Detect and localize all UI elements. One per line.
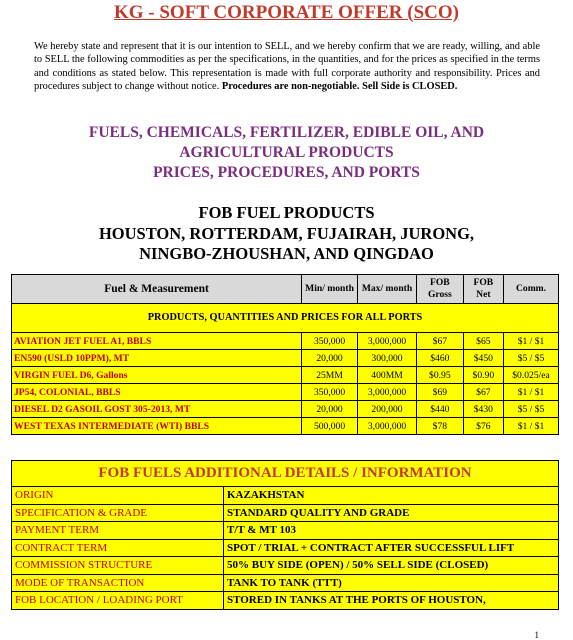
price-table-subheader: PRODUCTS, QUANTITIES AND PRICES FOR ALL PORTS — [12, 304, 559, 333]
max-cell: 3,000,000 — [358, 384, 417, 401]
net-cell: $0.90 — [463, 367, 503, 384]
fob-heading-line: HOUSTON, ROTTERDAM, FUJAIRAH, JURONG, — [98, 223, 475, 243]
fob-heading-line: FOB FUEL PRODUCTS — [198, 203, 375, 222]
table-row — [12, 418, 559, 435]
details-header-row — [12, 461, 559, 487]
max-cell: 200,000 — [358, 401, 417, 418]
detail-key: PAYMENT TERM — [12, 522, 224, 540]
max-cell: 3,000,000 — [358, 418, 417, 435]
net-cell: $430 — [463, 401, 503, 418]
details-table — [11, 460, 559, 610]
page-number: 1 — [534, 630, 539, 640]
products-heading-line: FUELS, CHEMICALS, FERTILIZER, EDIBLE OIL, AND — [88, 124, 485, 141]
min-cell: 20,000 — [302, 350, 358, 367]
gross-cell: $440 — [417, 401, 464, 418]
table-row — [12, 487, 559, 505]
page-title: KG - SOFT CORPORATE OFFER (SCO) — [113, 2, 459, 23]
header-comm: Comm. — [504, 275, 559, 304]
comm-cell: $1 / $1 — [504, 333, 559, 350]
products-heading — [0, 123, 573, 183]
table-row — [12, 384, 559, 401]
min-cell: 500,000 — [302, 418, 358, 435]
price-table-subheader-row — [12, 304, 559, 333]
net-cell: $450 — [463, 350, 503, 367]
gross-cell: $69 — [417, 384, 464, 401]
gross-cell: $460 — [417, 350, 464, 367]
header-fuel: Fuel & Measurement — [12, 275, 302, 304]
products-heading-line: PRICES, PROCEDURES, AND PORTS — [153, 164, 420, 181]
detail-key: FOB LOCATION / LOADING PORT — [12, 592, 224, 610]
gross-cell: $0.95 — [417, 367, 464, 384]
table-row — [12, 401, 559, 418]
table-row — [12, 574, 559, 592]
intro-bold-text: Procedures are non-negotiable. Sell Side is CLOSED. — [221, 80, 458, 92]
header-min: Min/ month — [302, 275, 358, 304]
header-gross: FOB Gross — [417, 275, 464, 304]
gross-cell: $78 — [417, 418, 464, 435]
comm-cell: $5 / $5 — [504, 401, 559, 418]
fob-heading — [0, 203, 573, 265]
gross-cell: $67 — [417, 333, 464, 350]
intro-text: We hereby state and represent that it is our intention to SELL, and we hereby confirm that we are ready, willing, and able to SELL the following commodities as per the specifications, in the quantities, and for the prices as specified in the terms and conditions as stated below. This representation is made with full corporate authority and responsibility. Prices and procedures subject to change without notice. — [34, 41, 540, 92]
detail-value: STANDARD QUALITY AND GRADE — [224, 504, 559, 522]
detail-key: SPECIFICATION & GRADE — [12, 504, 224, 522]
table-row — [12, 367, 559, 384]
fob-heading-line: NINGBO-ZHOUSHAN, AND QINGDAO — [139, 244, 434, 263]
detail-value: SPOT / TRIAL + CONTRACT AFTER SUCCESSFUL LIFT — [224, 539, 559, 557]
header-net: FOB Net — [463, 275, 503, 304]
detail-key: MODE OF TRANSACTION — [12, 574, 224, 592]
product-cell: WEST TEXAS INTERMEDIATE (WTI) BBLS — [12, 418, 302, 435]
product-cell: VIRGIN FUEL D6, Gallons — [12, 367, 302, 384]
details-heading: FOB FUELS ADDITIONAL DETAILS / INFORMATION — [12, 461, 559, 487]
min-cell: 350,000 — [302, 384, 358, 401]
detail-key: ORIGIN — [12, 487, 224, 505]
price-table-header-row — [12, 275, 559, 304]
table-row — [12, 592, 559, 610]
detail-key: COMMISSION STRUCTURE — [12, 557, 224, 575]
net-cell: $65 — [463, 333, 503, 350]
intro-paragraph — [34, 40, 540, 93]
min-cell: 25MM — [302, 367, 358, 384]
table-row — [12, 539, 559, 557]
product-cell: AVIATION JET FUEL A1, BBLS — [12, 333, 302, 350]
header-max: Max/ month — [358, 275, 417, 304]
detail-value: STORED IN TANKS AT THE PORTS OF HOUSTON, — [224, 592, 559, 610]
detail-value: T/T & MT 103 — [224, 522, 559, 540]
detail-value: 50% BUY SIDE (OPEN) / 50% SELL SIDE (CLOSED) — [224, 557, 559, 575]
product-cell: EN590 (USLD 10PPM), MT — [12, 350, 302, 367]
product-cell: DIESEL D2 GASOIL GOST 305-2013, MT — [12, 401, 302, 418]
max-cell: 300,000 — [358, 350, 417, 367]
table-row — [12, 333, 559, 350]
max-cell: 3,000,000 — [358, 333, 417, 350]
table-row — [12, 522, 559, 540]
comm-cell: $1 / $1 — [504, 384, 559, 401]
table-row — [12, 504, 559, 522]
comm-cell: $5 / $5 — [504, 350, 559, 367]
comm-cell: $0.025/ea — [504, 367, 559, 384]
min-cell: 20,000 — [302, 401, 358, 418]
products-heading-line: AGRICULTURAL PRODUCTS — [179, 144, 394, 161]
detail-key: CONTRACT TERM — [12, 539, 224, 557]
detail-value: TANK TO TANK (TTT) — [224, 574, 559, 592]
price-table — [11, 274, 559, 435]
min-cell: 350,000 — [302, 333, 358, 350]
comm-cell: $1 / $1 — [504, 418, 559, 435]
product-cell: JP54, COLONIAL, BBLS — [12, 384, 302, 401]
net-cell: $67 — [463, 384, 503, 401]
detail-value: KAZAKHSTAN — [224, 487, 559, 505]
table-row — [12, 350, 559, 367]
table-row — [12, 557, 559, 575]
max-cell: 400MM — [358, 367, 417, 384]
net-cell: $76 — [463, 418, 503, 435]
